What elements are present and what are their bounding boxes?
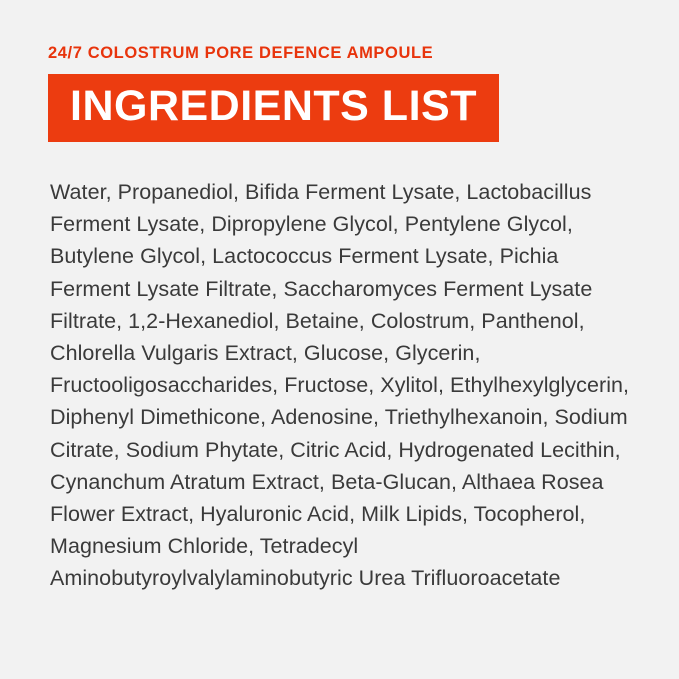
- page-title: INGREDIENTS LIST: [70, 82, 477, 130]
- title-banner: [48, 74, 499, 142]
- product-name-eyebrow: 24/7 COLOSTRUM PORE DEFENCE AMPOULE: [48, 44, 434, 62]
- ingredients-body-text: Water, Propanediol, Bifida Ferment Lysate, Lactobacillus Ferment Lysate, Dipropylene Glycol, Pentylene Glycol, Butylene Glycol, Lactococcus Ferment Lysate, Pichia Ferment Lysate Filtrate, Saccharomyces Ferment Lysate Filtrate, 1,2-Hexanediol, Betaine, Colostrum, Panthenol, Chlorella Vulgaris Extract, Glucose, Glycerin, Fructooligosaccharides, Fructose, Xylitol, Ethylhexylglycerin, Diphenyl Dimethicone, Adenosine, Triethylhexanoin, Sodium Citrate, Sodium Phytate, Citric Acid, Hydrogenated Lecithin, Cynanchum Atratum Extract, Beta-Glucan, Althaea Rosea Flower Extract, Hyaluronic Acid, Milk Lipids, Tocopherol, Magnesium Chloride, Tetradecyl Aminobutyroylvalylaminobutyric Urea Trifluoroacetate: [50, 180, 630, 591]
